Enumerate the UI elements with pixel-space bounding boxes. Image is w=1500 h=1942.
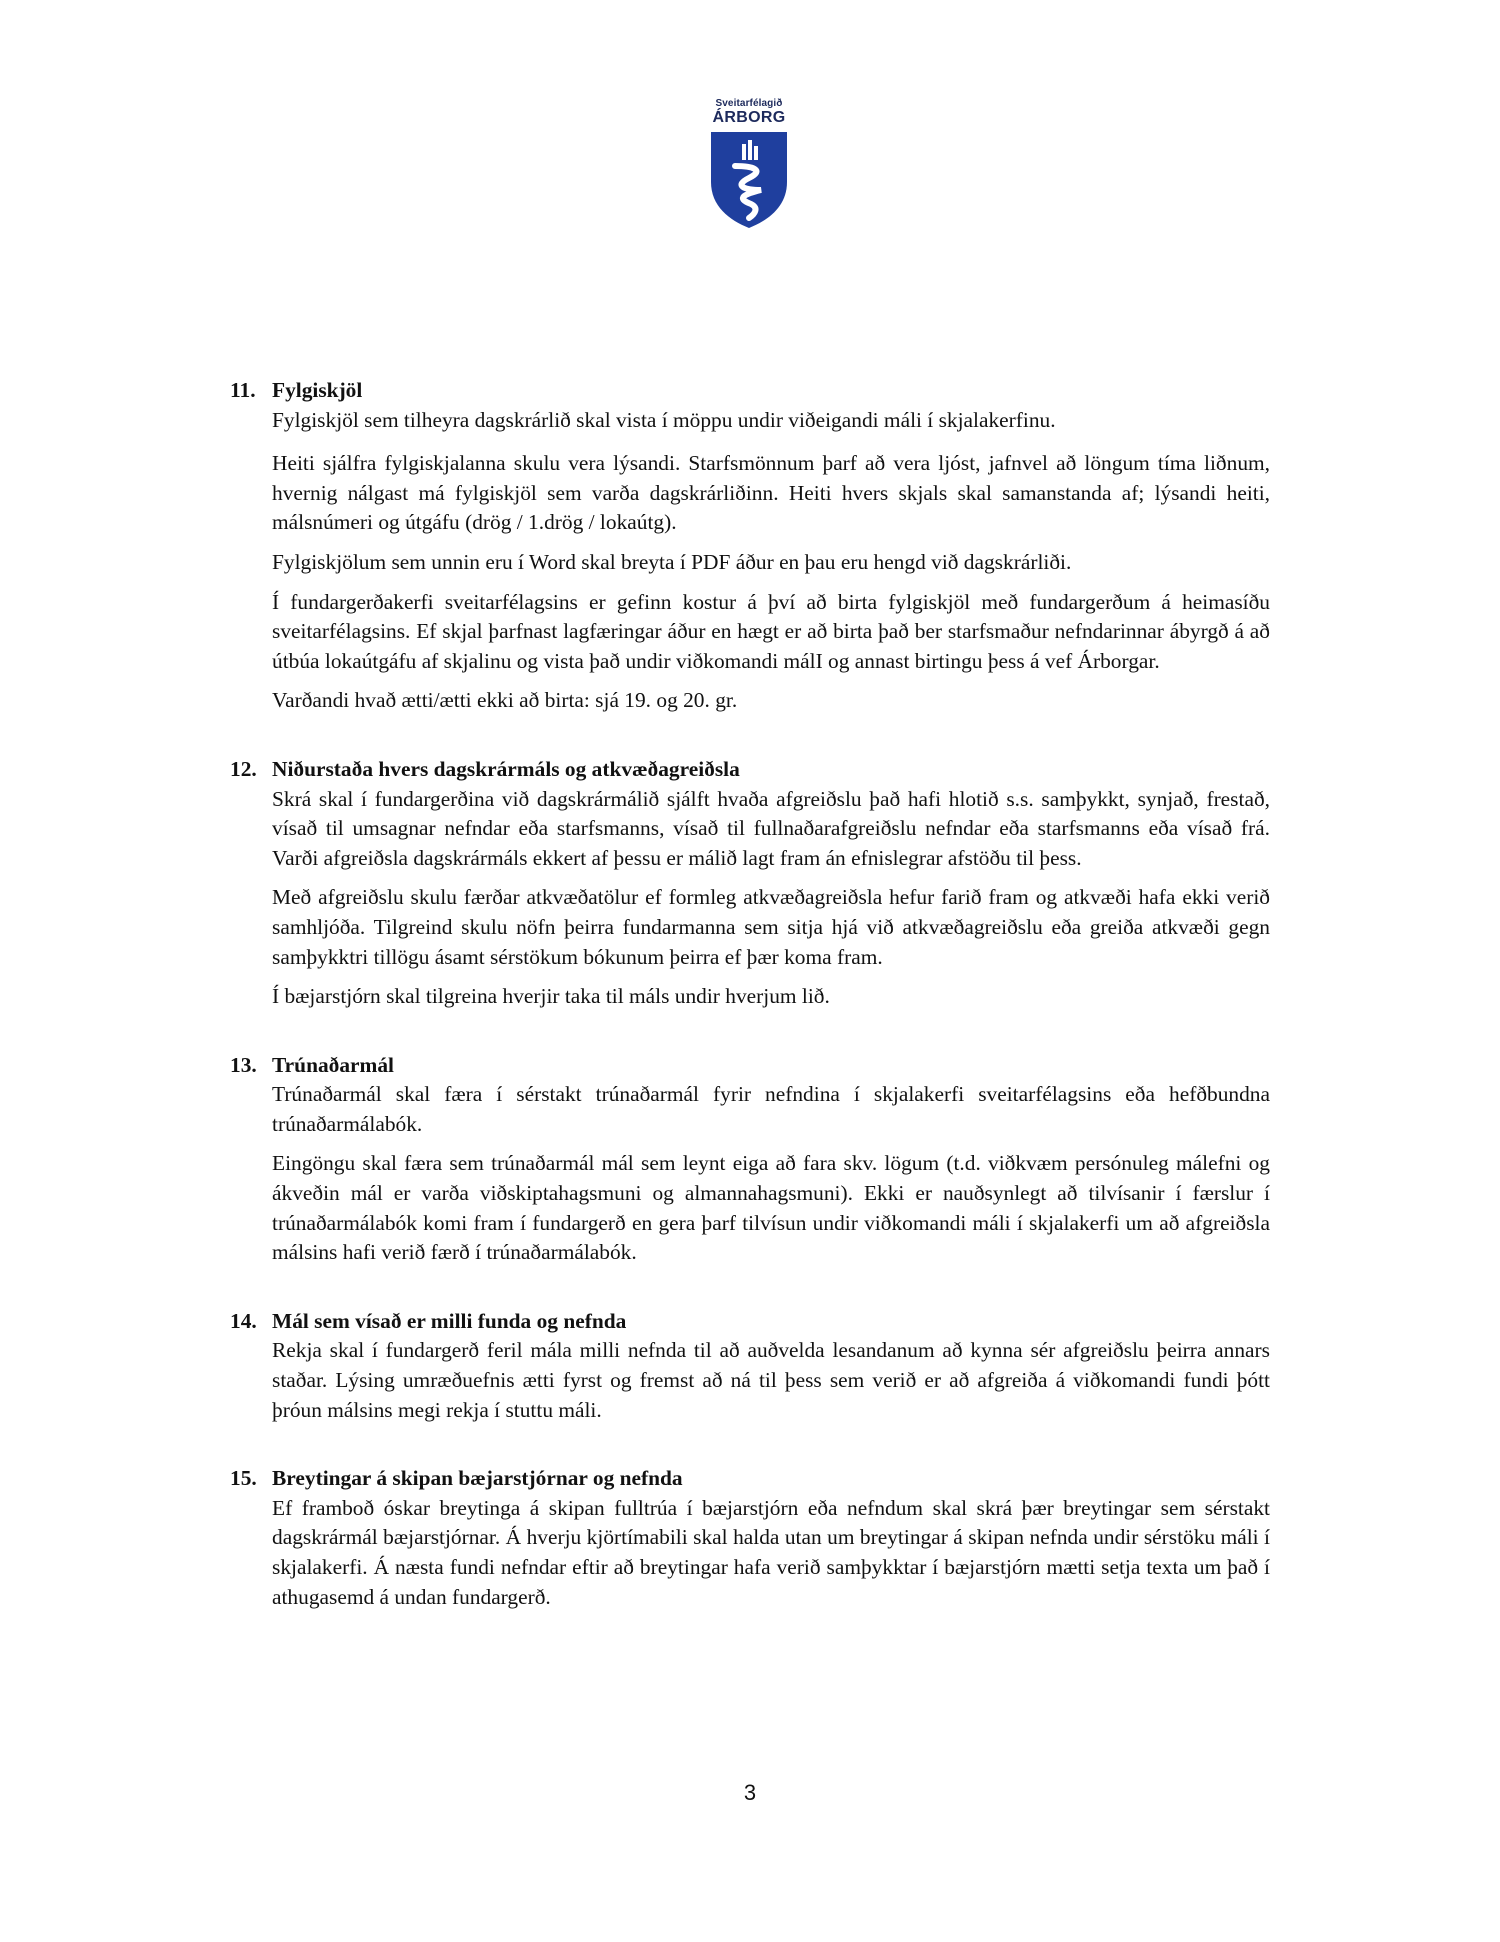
section-13 <box>230 1051 1270 1268</box>
document-body <box>230 376 1270 1651</box>
paragraph: Trúnaðarmál skal færa í sérstakt trúnaðarmál fyrir nefndina í skjalakerfi sveitarfélagsins eða hefðbundna trúnaðarmálabók. <box>272 1082 1270 1136</box>
section-14 <box>230 1307 1270 1425</box>
section-title: Breytingar á skipan bæjarstjórnar og nefnda <box>272 1466 683 1491</box>
section-15 <box>230 1464 1270 1612</box>
shield-icon <box>709 130 789 230</box>
section-title: Mál sem vísað er milli funda og nefnda <box>272 1308 627 1333</box>
paragraph: Varðandi hvað ætti/ætti ekki að birta: sjá 19. og 20. gr. <box>272 688 738 713</box>
section-heading <box>230 1051 1270 1081</box>
section-number: 14. <box>230 1308 257 1333</box>
section-number: 13. <box>230 1052 257 1077</box>
section-number: 15. <box>230 1466 257 1491</box>
paragraph: Fylgiskjölum sem unnin eru í Word skal breyta í PDF áður en þau eru hengd við dagskrárliði. <box>272 549 1072 574</box>
logo-text-small: Sveitarfélagið <box>715 98 783 109</box>
paragraph: Fylgiskjöl sem tilheyra dagskrárlið skal vista í möppu undir viðeigandi máli í skjalakerfinu. <box>272 407 1056 432</box>
section-title: Fylgiskjöl <box>272 378 363 402</box>
paragraph: Í fundargerðakerfi sveitarfélagsins er gefinn kostur á því að birta fylgiskjöl með fundargerðum á heimasíðu sveitarfélagsins. Ef skjal þarfnast lagfæringar áður en hægt er að birta það ber starfsmaður nefndarinnar ábyrgð á að útbúa lokaútgáfu af skjalinu og vista það undir viðkomandi málI og annast birtingu þess á vef Árborgar. <box>272 589 1270 673</box>
paragraph: Ef framboð óskar breytinga á skipan fulltrúa í bæjarstjórn eða nefndum skal skrá þær breytingar sem sérstakt dagskrármál bæjarstjórnar. Á hverju kjörtímabili skal halda utan um breytingar á skipan nefnda undir sérstöku máli í skjalakerfi. Á næsta fundi nefndar eftir að breytingar hafa verið samþykktar í bæjarstjórn mætti setja texta um það í athugasemd á undan fundargerð. <box>272 1495 1270 1609</box>
municipality-logo <box>702 98 796 230</box>
paragraph: Eingöngu skal færa sem trúnaðarmál mál sem leynt eiga að fara skv. lögum (t.d. viðkvæm persónuleg málefni og ákveðin mál er varða viðskiptahagsmuni og almannahagsmuni). Ekki er nauðsynlegt að tilvísanir í færslur í trúnaðarmálabók komi fram í fundargerð en gera þarf tilvísun undir viðkomandi máli í skjalakerfi um að afgreiðsla málsins hafi verið færð í trúnaðarmálabók. <box>272 1151 1270 1265</box>
paragraph: Rekja skal í fundargerð feril mála milli nefnda til að auðvelda lesandanum að kynna sér afgreiðslu þeirra annars staðar. Lýsing umræðuefnis ætti fyrst og fremst að ná til þess sem verið er að afgreiða á viðkomandi fundi þótt þróun málsins megi rekja í stuttu máli. <box>272 1338 1270 1422</box>
paragraph: Skrá skal í fundargerðina við dagskrármálið sjálft hvaða afgreiðslu það hafi hlotið s.s. samþykkt, synjað, frestað, vísað til umsagnar nefndar eða starfsmanns, vísað til fullnaðarafgreiðslu nefndar eða starfsmanns eða vísað frá. Varði afgreiðsla dagskrármáls ekkert af þessu er málið lagt fram án efnislegrar afstöðu til þess. <box>272 786 1270 870</box>
paragraph: Heiti sjálfra fylgiskjalanna skulu vera lýsandi. Starfsmönnum þarf að vera ljóst, jafnvel að löngum tíma liðnum, hvernig nálgast má fylgiskjöl sem varða dagskrárliðinn. Heiti hvers skjals skal samanstanda af; lýsandi heiti, málsnúmeri og útgáfu (drög / 1.drög / lokaútg). <box>272 451 1270 535</box>
section-12 <box>230 755 1270 1012</box>
section-title: Niðurstaða hvers dagskrármáls og atkvæðagreiðsla <box>272 756 740 781</box>
section-heading <box>230 755 1270 785</box>
section-heading <box>230 1307 1270 1337</box>
section-heading <box>230 376 1270 406</box>
section-number: 11. <box>230 378 256 402</box>
logo-text-big: ÁRBORG <box>712 109 786 126</box>
section-title: Trúnaðarmál <box>272 1052 395 1077</box>
paragraph: Með afgreiðslu skulu færðar atkvæðatölur ef formleg atkvæðagreiðsla hefur farið fram og atkvæði hafa ekki verið samhljóða. Tilgreind skulu nöfn þeirra fundarmanna sem sitja hjá við atkvæðagreiðslu eða greiða atkvæði gegn samþykktri tillögu ásamt sérstökum bókunum þeirra ef þær koma fram. <box>272 885 1270 969</box>
paragraph: Í bæjarstjórn skal tilgreina hverjir taka til máls undir hverjum lið. <box>272 984 830 1009</box>
section-heading <box>230 1464 1270 1494</box>
page-number: 3 <box>743 1780 757 1805</box>
section-11 <box>230 376 1270 716</box>
section-number: 12. <box>230 756 257 781</box>
